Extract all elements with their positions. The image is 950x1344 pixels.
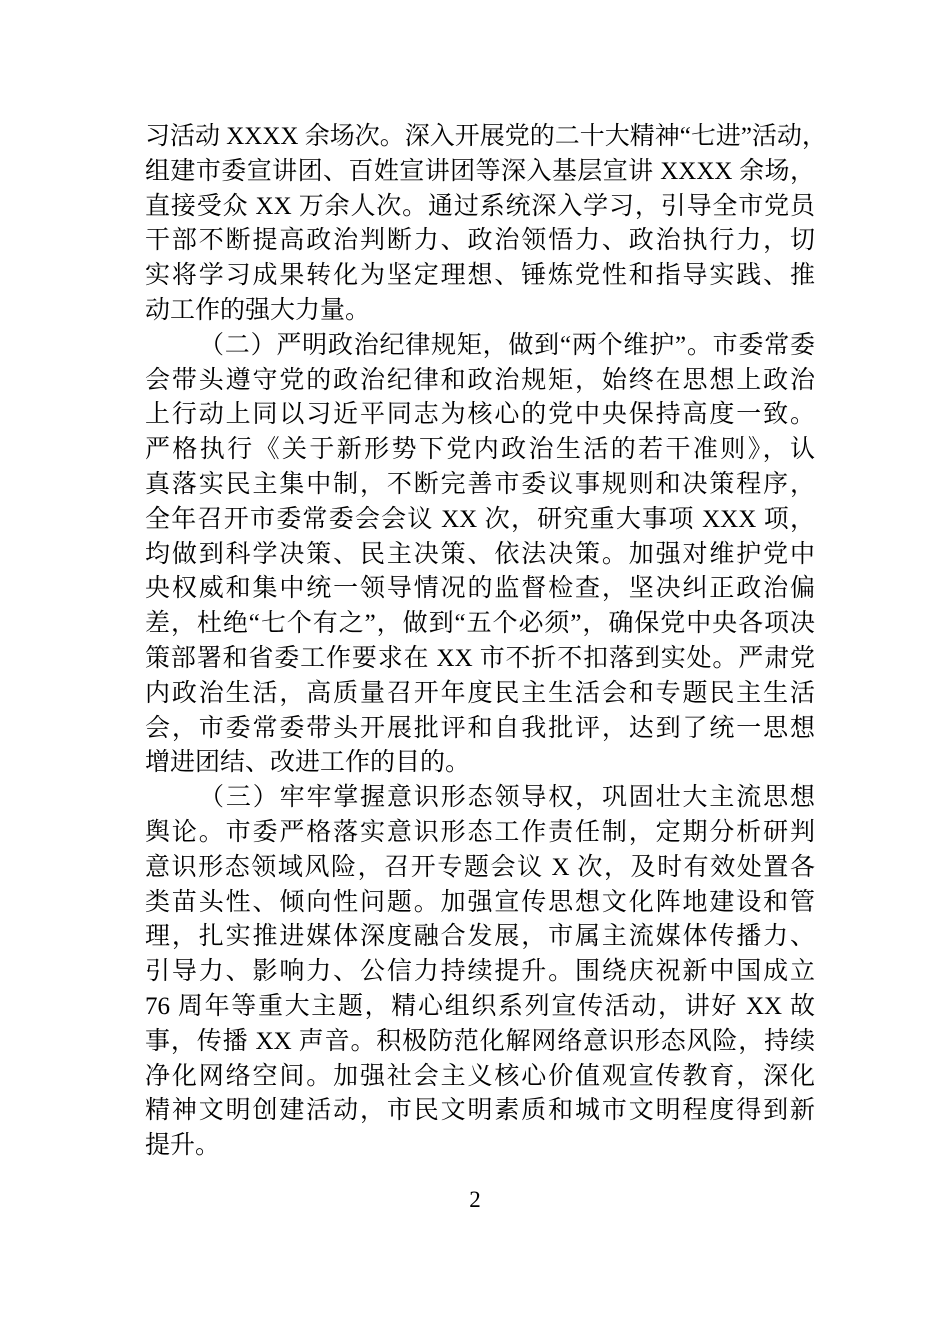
text-line: 内政治生活，高质量召开年度民主生活会和专题民主生活 (145, 679, 815, 707)
text-line: 严格执行《关于新形势下党内政治生活的若干准则》，认 (145, 436, 815, 464)
text-line: 组建市委宣讲团、百姓宣讲团等深入基层宣讲 XXXX 余场， (145, 157, 815, 185)
text-line: 习活动 XXXX 余场次。深入开展党的二十大精神“七进”活动， (145, 123, 827, 150)
text-line: 意识形态领域风险，召开专题会议 X 次，及时有效处置各 (145, 853, 815, 881)
text-line: 增进团结、改进工作的目的。 (145, 749, 471, 777)
text-line: 真落实民主集中制，不断完善市委议事规则和决策程序， (145, 470, 815, 498)
text-line: 类苗头性、倾向性问题。加强宣传思想文化阵地建设和管 (145, 888, 815, 916)
text-line: 差，杜绝“七个有之”，做到“五个必须”，确保党中央各项决 (145, 610, 815, 638)
text-line: 76 周年等重大主题，精心组织系列宣传活动，讲好 XX 故 (145, 992, 815, 1020)
text-line: 净化网络空间。加强社会主义核心价值观宣传教育，深化 (145, 1062, 815, 1090)
text-line: 策部署和省委工作要求在 XX 市不折不扣落到实处。严肃党 (145, 644, 815, 672)
section-heading-line: （三）牢牢掌握意识形态领导权，巩固壮大主流思想 (199, 784, 815, 812)
text-line: 会，市委常委带头开展批评和自我批评，达到了统一思想 (145, 714, 815, 742)
section-heading-line: （二）严明政治纪律规矩，做到“两个维护”。市委常委 (199, 331, 815, 359)
text-line: 会带头遵守党的政治纪律和政治规矩，始终在思想上政治 (145, 366, 815, 394)
text-line: 上行动上同以习近平同志为核心的党中央保持高度一致。 (145, 401, 815, 429)
text-line: 实将学习成果转化为坚定理想、锤炼党性和指导实践、推 (145, 262, 815, 290)
text-line: 事，传播 XX 声音。积极防范化解网络意识形态风险，持续 (145, 1027, 815, 1055)
text-line: 引导力、影响力、公信力持续提升。围绕庆祝新中国成立 (145, 958, 815, 986)
text-line: 动工作的强大力量。 (145, 296, 371, 324)
text-line: 全年召开市委常委会会议 XX 次，研究重大事项 XXX 项， (145, 505, 815, 533)
text-line: 舆论。市委严格落实意识形态工作责任制，定期分析研判 (145, 818, 815, 846)
page-number: 2 (469, 1187, 481, 1212)
text-line: 直接受众 XX 万余人次。通过系统深入学习，引导全市党员 (145, 192, 815, 220)
document-body-text (145, 120, 827, 1164)
text-line: 提升。 (145, 1132, 221, 1160)
text-line: 理，扎实推进媒体深度融合发展，市属主流媒体传播力、 (145, 923, 815, 951)
text-line: 精神文明创建活动，市民文明素质和城市文明程度得到新 (145, 1097, 815, 1125)
text-line: 央权威和集中统一领导情况的监督检查，坚决纠正政治偏 (145, 575, 815, 603)
text-line: 干部不断提高政治判断力、政治领悟力、政治执行力，切 (145, 227, 815, 255)
text-line: 均做到科学决策、民主决策、依法决策。加强对维护党中 (145, 540, 815, 568)
